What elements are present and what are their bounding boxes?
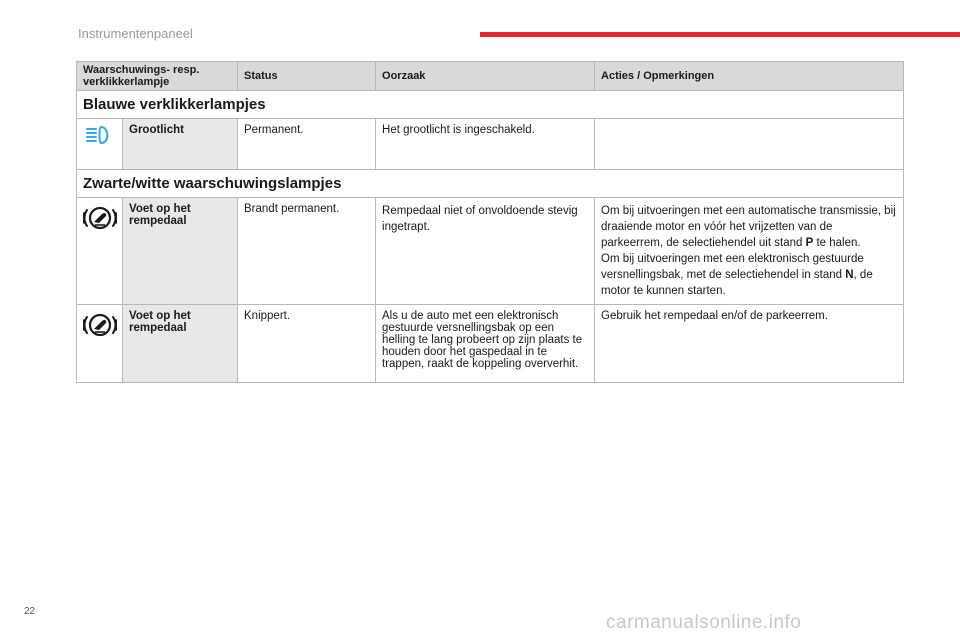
action-text: Om bij uitvoeringen met een elektronisch gestuurde versnellingsbak, met de selectiehendel in stand N, de motor te kunnen starten.	[601, 253, 873, 297]
table-row	[77, 198, 904, 305]
lamp-name: Voet op het rempedaal	[123, 198, 238, 305]
lamp-status: Brandt permanent.	[238, 198, 376, 305]
lamp-status: Knippert.	[238, 305, 376, 383]
group-title-blue: Blauwe verklikkerlampjes	[77, 91, 904, 119]
high-beam-icon	[83, 137, 113, 149]
foot-on-brake-icon	[83, 330, 117, 342]
accent-bar	[480, 32, 960, 37]
lamp-name: Grootlicht	[123, 119, 238, 170]
group-header-row	[77, 170, 904, 198]
lamp-actions	[595, 198, 904, 305]
lamp-icon-cell	[77, 119, 123, 170]
page-number: 22	[24, 606, 36, 617]
lamp-cause: Het grootlicht is ingeschakeld.	[376, 119, 595, 170]
table-header-row	[77, 62, 904, 91]
group-header-row	[77, 91, 904, 119]
column-header-lamp: Waarschuwings- resp. verklikkerlampje	[77, 62, 238, 91]
warning-lamps-table	[76, 61, 904, 383]
table-row	[77, 119, 904, 170]
column-header-status: Status	[238, 62, 376, 91]
watermark: carmanualsonline.info	[606, 612, 802, 633]
foot-on-brake-icon	[83, 223, 117, 235]
group-title-black-white: Zwarte/witte waarschuwingslampjes	[77, 170, 904, 198]
lamp-cause: Rempedaal niet of onvoldoende stevig ingetrapt.	[376, 198, 595, 305]
lamp-icon-cell	[77, 305, 123, 383]
column-header-cause: Oorzaak	[376, 62, 595, 91]
lamp-name: Voet op het rempedaal	[123, 305, 238, 383]
action-text: Gebruik het rempedaal en/of de parkeerrem.	[601, 310, 828, 322]
table-row	[77, 305, 904, 383]
lamp-actions	[595, 305, 904, 383]
column-header-actions: Acties / Opmerkingen	[595, 62, 904, 91]
lamp-icon-cell	[77, 198, 123, 305]
lamp-actions	[595, 119, 904, 170]
lamp-status: Permanent.	[238, 119, 376, 170]
section-title: Instrumentenpaneel	[78, 26, 193, 41]
action-text: Om bij uitvoeringen met een automatische transmissie, bij draaiende motor en vóór het vrijzetten van de parkeerrem, de selectiehendel uit stand P te halen.	[601, 205, 896, 249]
lamp-cause: Als u de auto met een elektronisch gestuurde versnellingsbak op een helling te lang probeert op zijn plaats te houden door het gaspedaal in te trappen, raakt de koppeling oververhit.	[376, 305, 595, 383]
